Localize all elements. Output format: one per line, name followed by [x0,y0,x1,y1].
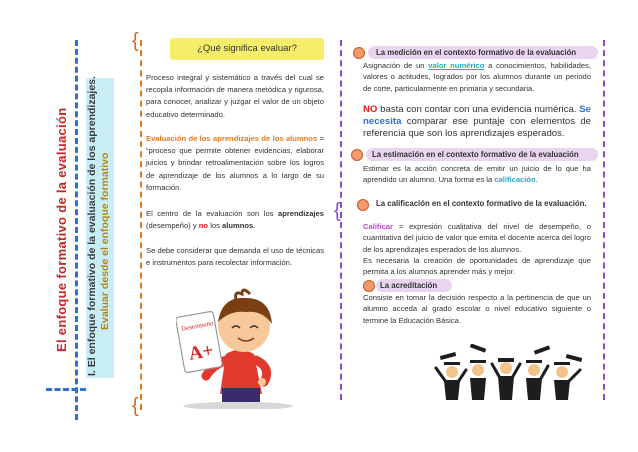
paragraph-text: basta con contar con una evidencia numérica. [380,104,577,115]
highlight-text: Evaluación de los aprendizajes de los alumnos [146,134,318,143]
heading-estimation: La estimación en el contexto formativo de la evaluación [366,148,598,161]
apple-icon [351,149,363,161]
bold-text: alumnos [222,221,254,231]
paragraph-definition: Proceso integral y sistemático a través del cual se recopila información de manera metódica y rigurosa, para conocer, analizar y juzgar el valor de un objeto educativo determinado. [146,73,324,119]
paragraph-reference [363,104,591,140]
highlight-text: valor numérico [428,61,485,70]
brace-icon: { [132,30,139,52]
paragraph-text: . [535,175,538,185]
apple-icon [357,199,369,211]
paragraph-text: = “proceso que permite obtener evidencias, elaborar juicios y brindar retroalimentación sobre los logros de aprendizaje de los alumnos a lo largo de su formación. [146,134,324,192]
paragraph-text: los [210,221,220,231]
highlight-text: NO [363,104,378,115]
divider-line [75,40,78,420]
student-illustration [176,284,316,409]
apple-icon [363,280,375,292]
section-title: I. El enfoque formativo de la evaluación de los aprendizajes. [86,76,98,376]
heading-accreditation: La acreditación [376,279,452,292]
apple-icon [353,47,365,59]
paragraph-text: a conocimientos, habilidades, valores o actitudes, logrados por los alumnos durante un periodo de corte, particularmente en primaria y secundaria. [363,61,591,93]
paragraph-grading [363,221,591,255]
paragraph-accreditation: Consiste en tomar la decisión respecto a la pertinencia de que un alumno acceda al grado escolar o nivel educativo siguiente o termine la Educación Básica. [363,293,591,325]
question-box: ¿Qué significa evaluar? [170,38,324,60]
paragraph-text: Asignación de un [363,61,425,70]
sign-label: Desempeño [181,321,215,333]
highlight-text: Se necesita [363,104,591,127]
paragraph-text: Estimar es la acción concreta de emitir un juicio de lo que ha aprendido un alumno. Una forma es la [363,164,591,185]
grade-label: A+ [187,339,216,365]
paragraph-estimation [363,163,591,186]
paragraph-measurement [363,60,591,94]
paragraph-text: El centro de la evaluación son los [146,209,274,218]
main-title: El enfoque formativo de la evaluación [54,107,69,352]
brace-icon: { [334,200,341,222]
graduates-illustration [430,344,588,404]
bold-text: aprendizajes [277,209,324,218]
paragraph-text: (desempeño) y [146,221,197,231]
highlight-text: Calificar [363,222,393,231]
paragraph-evaluation [146,133,324,194]
heading-measurement: La medición en el contexto formativo de la evaluación [368,46,598,59]
divider-line [140,40,142,410]
divider-line [46,388,86,391]
paragraph-text: = expresión cualitativa del nivel de desempeño, o cuantitativa del juicio de valor que emita el docente acerca del logro de los aprendizajes esperados de los alumnos. [363,222,591,254]
paragraph-center [146,208,324,232]
paragraph-opportunities: Es necesaria la creación de oportunidades de aprendizaje que permita a los alumnos aprender más y mejor. [363,256,591,277]
heading-grading: La calificación en el contexto formativo de la evaluación. [376,199,587,208]
paragraph-techniques: Se debe considerar que demanda el uso de técnicas e instrumentos para recolectar información. [146,246,324,268]
divider-line [603,40,605,400]
highlight-text: calificación [494,175,536,185]
highlight-text: no [198,221,209,231]
brace-icon: { [132,395,139,417]
paragraph-text: comparar ese puntaje con elementos de referencia que son los aprendizajes esperados. [363,116,591,139]
paragraph-text: . [253,221,256,231]
subsection-title: Evaluar desde el enfoque formativo [99,152,111,330]
